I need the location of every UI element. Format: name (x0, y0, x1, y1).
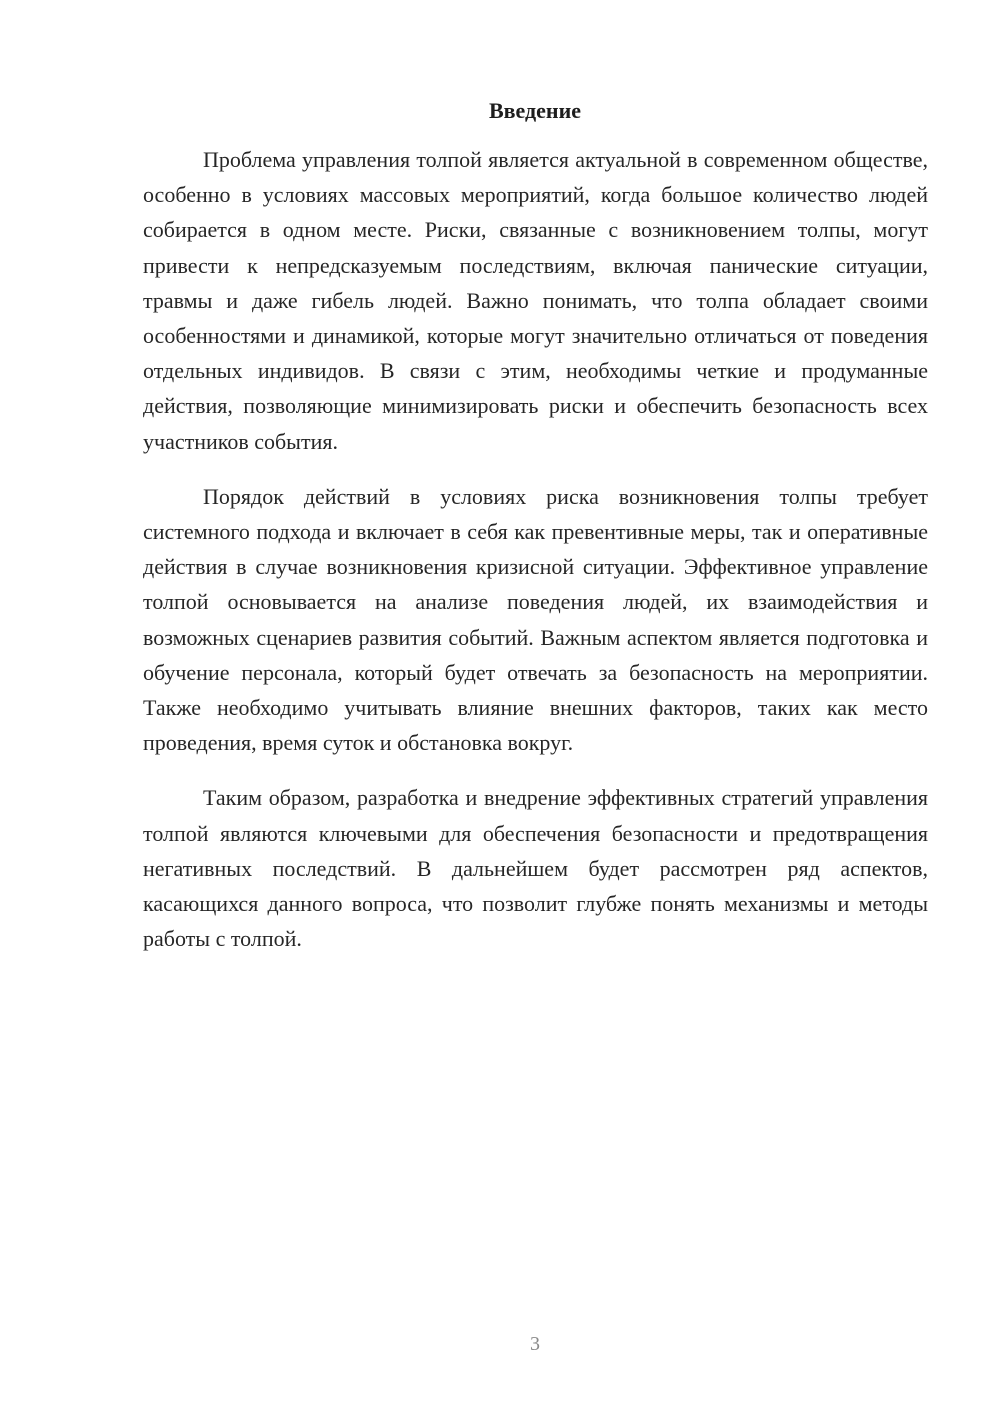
paragraph-3: Таким образом, разработка и внедрение эффективных стратегий управления толпой являются ключевыми для обеспечения безопасности и предотвращения негативных последствий. В дальнейшем будет рассмотрен ряд аспектов, касающихся данного вопроса, что позволит глубже понять механизмы и методы работы с толпой. (143, 785, 928, 952)
section-heading: Введение (488, 98, 582, 123)
paragraph-1: Проблема управления толпой является актуальной в современном обществе, особенно в условиях массовых мероприятий, когда большое количество людей собирается в одном месте. Риски, связанные с возникновением толпы, могут привести к непредсказуемым последствиям, включая панические ситуации, травмы и даже гибель людей. Важно понимать, что толпа обладает своими особенностями и динамикой, которые могут значительно отличаться от поведения отдельных индивидов. В связи с этим, необходимы четкие и продуманные действия, позволяющие минимизировать риски и обеспечить безопасность всех участников события. (143, 147, 928, 454)
page-number: 3 (530, 1333, 540, 1355)
paragraph-2: Порядок действий в условиях риска возникновения толпы требует системного подхода и включает в себя как превентивные меры, так и оперативные действия в случае возникновения кризисной ситуации. Эффективное управление толпой основывается на анализе поведения людей, их взаимодействия и возможных сценариев развития событий. Важным аспектом является подготовка и обучение персонала, который будет отвечать за безопасность на мероприятии. Также необходимо учитывать влияние внешних факторов, таких как место проведения, время суток и обстановка вокруг. (143, 483, 928, 756)
body-text (143, 142, 928, 976)
